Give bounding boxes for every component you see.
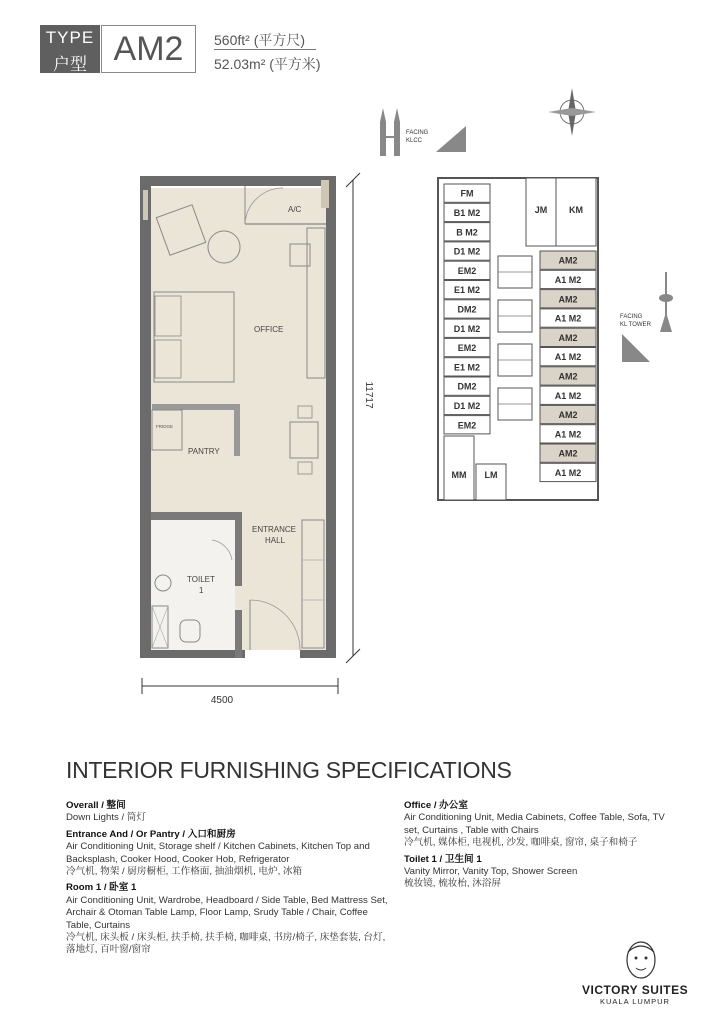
type-label-zh: 户型 — [53, 55, 87, 74]
unit-label: DM2 — [457, 304, 477, 315]
facing-kl-2: KL TOWER — [620, 322, 651, 328]
kl-tower-icon — [659, 272, 673, 332]
unit-label: KM — [569, 205, 583, 215]
brand-logo — [618, 938, 664, 982]
unit-label: EM2 — [457, 343, 477, 354]
unit-code: AM2 — [101, 25, 196, 73]
unit-label: AM2 — [558, 255, 578, 266]
specs-title: INTERIOR FURNISHING SPECIFICATIONS — [66, 757, 512, 783]
klcc-towers-icon — [380, 108, 400, 156]
compass-icon — [548, 88, 596, 136]
pantry-label: PANTRY — [188, 447, 220, 456]
unit-label: LM — [484, 470, 498, 480]
toilet-label-2: 1 — [199, 586, 204, 595]
spec-body: Air Conditioning Unit, Wardrobe, Headboard / Side Table, Bed Mattress Set, Archair & Otoman Table Lamp, Floor Lamp, Srudy Table / Chair, Coffee Table, Curtains 冷气机, 床头板 / 床头柜, 扶手椅, 扶手椅, 咖啡桌, 书房/椅子, 床垫套装, 台灯, 落地灯, 百叶窗/窗帘 — [66, 894, 388, 956]
unit-label: A1 M2 — [554, 274, 582, 285]
unit-label: D1 M2 — [453, 400, 481, 411]
spec-section — [66, 800, 391, 825]
facing-arrow-kl — [622, 334, 650, 362]
entrance-label-1: ENTRANCE — [252, 525, 297, 534]
window — [321, 180, 329, 208]
unit-label: B M2 — [456, 227, 478, 238]
facing-arrow-klcc — [436, 126, 466, 152]
area-sqm: 52.03m² (平方米) — [214, 56, 321, 72]
unit-label: A1 M2 — [554, 313, 582, 324]
area-sqft: 560ft² (平方尺) — [214, 32, 306, 48]
kitchen-counter — [152, 404, 240, 410]
unit-label: E1 M2 — [453, 362, 481, 373]
unit-label: A1 M2 — [554, 352, 582, 363]
window — [143, 190, 148, 220]
spec-section — [404, 854, 674, 891]
spec-section — [66, 829, 391, 879]
unit-label: AM2 — [558, 294, 578, 305]
unit-label: E1 M2 — [453, 285, 481, 296]
ac-label: A/C — [288, 205, 302, 214]
type-label-en: TYPE — [45, 28, 95, 47]
facing-klcc-2: KLCC — [406, 138, 423, 144]
height-dimension: 11717 — [363, 381, 374, 409]
spec-heading: Office / 办公室 — [404, 800, 468, 811]
specs-left-column — [66, 800, 391, 961]
spec-body: Air Conditioning Unit, Storage shelf / Kitchen Cabinets, Kitchen Top and Backsplash, Cooker Hood, Cooker Hob, Refrigerator 冷气机, 物架 / 厨房橱柜, 工作格面, 抽油烟机, 电炉, 冰箱 — [66, 841, 370, 878]
unit-label: MM — [451, 470, 467, 480]
unit-label: D1 M2 — [453, 323, 481, 334]
unit-label: A1 M2 — [554, 467, 582, 478]
facing-kl-1: FACING — [620, 314, 643, 320]
toilet-label-1: TOILET — [187, 575, 215, 584]
unit-label: AM2 — [558, 332, 578, 343]
brand-location: KUALA LUMPUR — [600, 997, 670, 1006]
unit-grid — [438, 178, 598, 500]
unit-label: AM2 — [558, 410, 578, 421]
spec-heading: Room 1 / 卧室 1 — [66, 882, 137, 894]
spec-body: Vanity Mirror, Vanity Top, Shower Screen 梳妆镜, 梳妆枱, 沐浴屏 — [404, 866, 578, 890]
office-label: OFFICE — [254, 325, 284, 334]
spec-heading: Entrance And / Or Pantry / 入口和厨房 — [66, 828, 236, 840]
unit-cell — [444, 436, 474, 500]
unit-label: AM2 — [558, 448, 578, 459]
unit-label: A1 M2 — [554, 429, 582, 440]
entrance-label-2: HALL — [265, 536, 286, 545]
spec-body: Down Lights / 筒灯 — [66, 812, 146, 824]
unit-label: EM2 — [457, 265, 477, 276]
width-dimension: 4500 — [210, 695, 234, 706]
unit-label: EM2 — [457, 420, 477, 431]
spec-heading: Toilet 1 / 卫生间 1 — [404, 853, 482, 865]
unit-label: A1 M2 — [554, 390, 582, 401]
facing-klcc-1: FACING — [406, 130, 429, 136]
specs-right-column — [404, 800, 674, 895]
key-plan — [360, 80, 720, 510]
spec-section — [404, 800, 674, 850]
unit-label: AM2 — [558, 371, 578, 382]
spec-body: Air Conditioning Unit, Media Cabinets, Coffee Table, Sofa, TV set, Curtains , Table with Chairs 冷气机, 媒体柜, 电视机, 沙发, 咖啡桌, 窗帘, 桌子和椅子 — [404, 812, 665, 849]
unit-label: D1 M2 — [453, 246, 481, 257]
kitchen-counter-side — [234, 410, 240, 456]
unit-label: FM — [460, 188, 474, 199]
fridge-label: FRIDGE — [156, 424, 174, 429]
unit-label: B1 M2 — [453, 207, 481, 218]
unit-label: DM2 — [457, 381, 477, 392]
spec-section — [66, 882, 391, 956]
brand-name: VICTORY SUITES — [582, 983, 689, 997]
unit-label: JM — [534, 205, 548, 215]
spec-heading: Overall / 整间 — [66, 800, 126, 811]
toilet-floor — [151, 520, 235, 650]
